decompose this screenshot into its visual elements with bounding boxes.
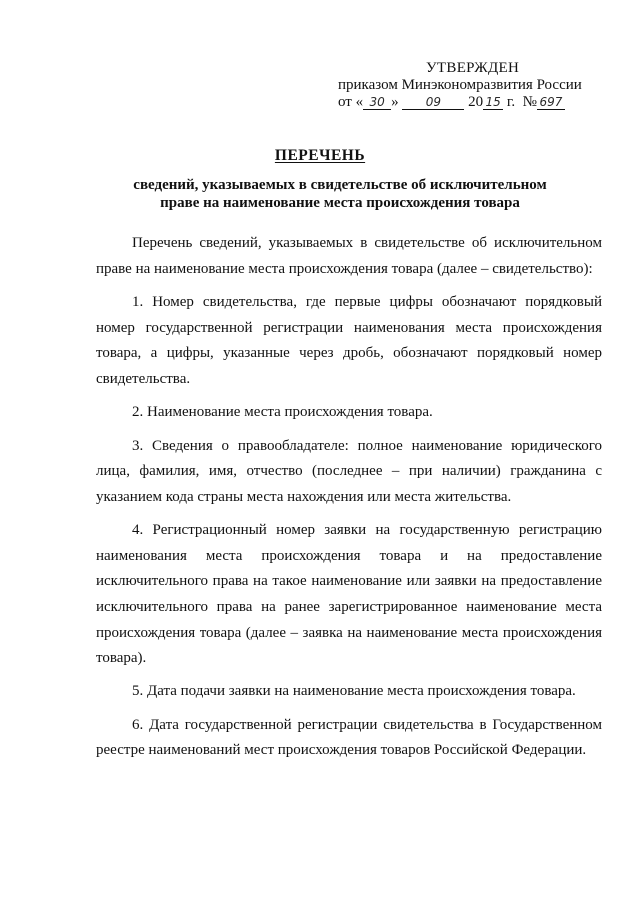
- number-prefix: №: [522, 94, 537, 110]
- approval-year-suffix: 15: [483, 95, 503, 110]
- approval-date-line: [338, 94, 608, 111]
- intro-paragraph: Перечень сведений, указываемых в свидетельстве об исключительном праве на наименование места происхождения товара (далее – свидетельство):: [96, 235, 602, 277]
- list-item-4: 4. Регистрационный номер заявки на государственную регистрацию наименования места происхождения товара и на предоставление исключительного права на такое наименование или заявки на предоставление исключительного права на ранее зарегистрированное наименование места происхождения товара (далее – заявка на наименование места происхождения товара).: [96, 522, 602, 667]
- list-item-2: 2. Наименование места происхождения товара.: [132, 404, 433, 421]
- year-unit: г.: [506, 94, 516, 110]
- subtitle-line-2: праве на наименование места происхождения товара: [160, 195, 520, 211]
- approval-order-line: приказом Минэкономразвития России: [338, 77, 582, 93]
- subtitle-line-1: сведений, указываемых в свидетельстве об исключительном: [133, 177, 547, 193]
- approval-day: 30: [363, 95, 391, 110]
- date-prefix: от «: [338, 94, 364, 110]
- date-mid: »: [391, 94, 399, 110]
- list-item-6: 6. Дата государственной регистрации свидетельства в Государственном реестре наименований мест происхождения товаров Российской Федерации.: [96, 716, 602, 759]
- list-item-1: 1. Номер свидетельства, где первые цифры обозначают порядковый номер государственной регистрации наименования места происхождения товара, а цифры, указанные через дробь, обозначают порядковый номер свидетельства.: [96, 293, 602, 387]
- document-title: ПЕРЕЧЕНЬ: [274, 147, 366, 164]
- approval-number: 697: [537, 95, 565, 110]
- year-prefix: 20: [468, 94, 484, 110]
- list-item-3: 3. Сведения о правообладателе: полное наименование юридического лица, фамилия, имя, отчество (последнее – при наличии) гражданина с указанием кода страны места нахождения или места жительства.: [96, 437, 602, 505]
- list-item-5: 5. Дата подачи заявки на наименование места происхождения товара.: [132, 683, 576, 700]
- document-body: [96, 231, 602, 772]
- document-subtitle: [100, 176, 580, 212]
- approval-month: 09: [402, 95, 464, 110]
- approval-title: УТВЕРЖДЕН: [426, 60, 520, 76]
- approval-stamp: [338, 60, 608, 111]
